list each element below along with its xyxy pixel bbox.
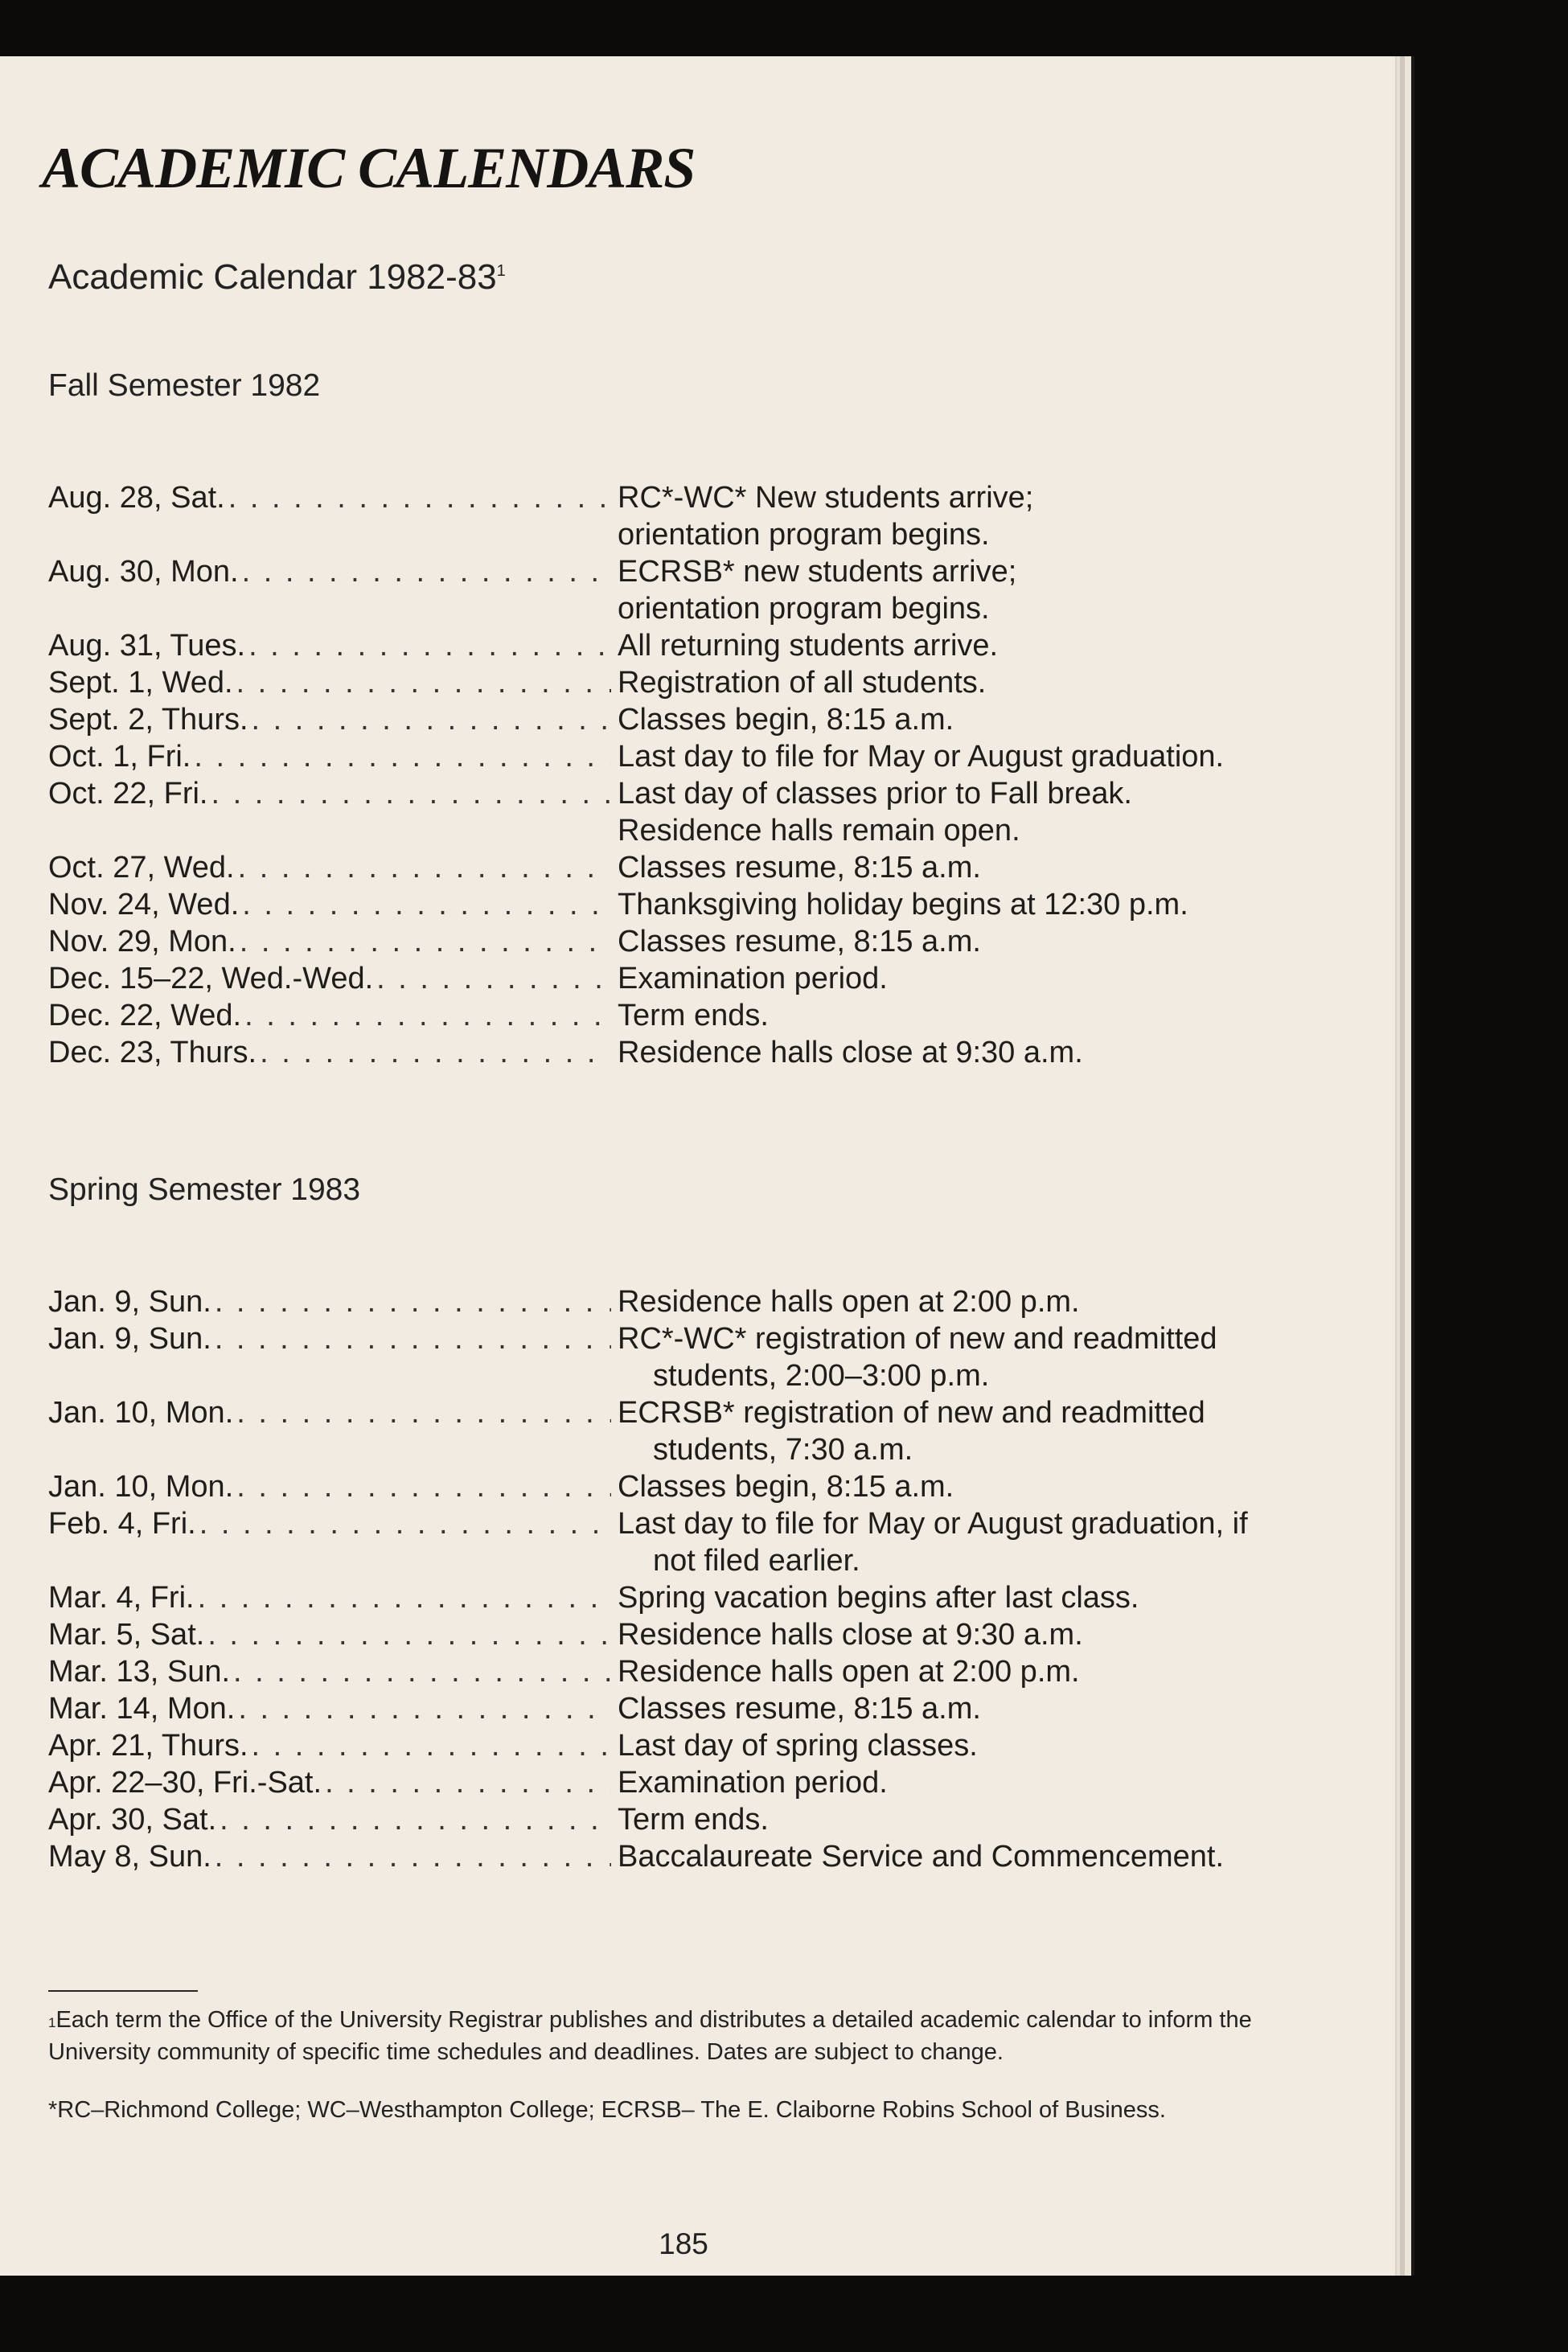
- entry-event-text: Classes begin, 8:15 a.m.: [618, 1470, 954, 1504]
- calendar-entry: [48, 997, 1224, 1034]
- footnote-1-mark: 1: [48, 2015, 56, 2030]
- entry-event-text: Examination period.: [618, 962, 888, 995]
- document-page: [0, 56, 1395, 2276]
- fall-schedule-list: [48, 479, 1224, 1071]
- dot-leader: [260, 1034, 611, 1071]
- entry-date: [48, 1579, 611, 1616]
- entry-event-text: Classes begin, 8:15 a.m.: [618, 703, 954, 737]
- entry-event-text: Spring vacation begins after last class.: [618, 1581, 1139, 1615]
- document-title: ACADEMIC CALENDARS: [42, 136, 696, 200]
- entry-event: [611, 1690, 1248, 1727]
- entry-event: [611, 1394, 1248, 1468]
- entry-date: [48, 997, 611, 1034]
- calendar-entry: [48, 664, 1224, 701]
- entry-event-text: RC*-WC* registration of new and readmitted: [618, 1322, 1217, 1356]
- entry-date-text: Mar. 4, Fri.: [48, 1581, 195, 1615]
- entry-event-continuation: orientation program begins.: [618, 592, 990, 626]
- entry-event-continuation: not filed earlier.: [653, 1544, 860, 1578]
- dot-leader: [220, 1801, 611, 1838]
- entry-event: [611, 1283, 1248, 1320]
- entry-date-text: Aug. 31, Tues.: [48, 629, 246, 663]
- calendar-entry: [48, 1468, 1248, 1505]
- calendar-title: [48, 257, 506, 298]
- dot-leader: [238, 849, 611, 886]
- entry-event-text: Residence halls open at 2:00 p.m.: [618, 1285, 1080, 1319]
- dot-leader: [215, 1838, 611, 1875]
- dot-leader: [198, 1579, 611, 1616]
- dot-leader: [236, 664, 611, 701]
- calendar-entry: [48, 1690, 1248, 1727]
- entry-event-text: Residence halls close at 9:30 a.m.: [618, 1036, 1083, 1069]
- entry-date: [48, 886, 611, 923]
- entry-date-text: Nov. 29, Mon.: [48, 925, 236, 958]
- dot-leader: [242, 553, 611, 590]
- dot-leader: [236, 1468, 611, 1505]
- entry-event-text: ECRSB* registration of new and readmitted: [618, 1396, 1205, 1430]
- dot-leader: [252, 1727, 611, 1764]
- calendar-entry: [48, 923, 1224, 960]
- entry-event-text: All returning students arrive.: [618, 629, 999, 663]
- entry-event-text: RC*-WC* New students arrive;: [618, 481, 1034, 515]
- entry-date-text: Feb. 4, Fri.: [48, 1507, 196, 1541]
- entry-date: [48, 960, 611, 997]
- entry-date: [48, 701, 611, 738]
- calendar-entry: [48, 1505, 1248, 1579]
- entry-event: [611, 738, 1224, 775]
- entry-event: [611, 664, 1224, 701]
- calendar-entry: [48, 1616, 1248, 1653]
- entry-event: [611, 1801, 1248, 1838]
- calendar-entry: [48, 775, 1224, 849]
- entry-event-continuation: orientation program begins.: [618, 518, 990, 552]
- entry-date: [48, 1616, 611, 1653]
- entry-event-text: Term ends.: [618, 999, 769, 1032]
- dot-leader: [228, 479, 611, 516]
- calendar-entry: [48, 701, 1224, 738]
- entry-event: [611, 701, 1224, 738]
- entry-event: [611, 1764, 1248, 1801]
- entry-event: [611, 1579, 1248, 1616]
- page-number: 185: [659, 2227, 708, 2260]
- dot-leader: [244, 997, 611, 1034]
- calendar-entry: [48, 960, 1224, 997]
- dot-leader: [252, 701, 611, 738]
- calendar-title-text: Academic Calendar 1982-83: [48, 257, 497, 297]
- dot-leader: [236, 1394, 611, 1431]
- spring-schedule-list: [48, 1283, 1248, 1875]
- entry-event: [611, 553, 1224, 627]
- calendar-entry: [48, 1394, 1248, 1468]
- entry-date-text: Oct. 22, Fri.: [48, 777, 208, 811]
- entry-date: [48, 1394, 611, 1431]
- entry-event: [611, 627, 1224, 664]
- entry-date: [48, 479, 611, 516]
- entry-event-text: ECRSB* new students arrive;: [618, 555, 1017, 589]
- entry-event-text: Classes resume, 8:15 a.m.: [618, 1692, 981, 1726]
- calendar-entry: [48, 1579, 1248, 1616]
- entry-date-text: Oct. 1, Fri.: [48, 740, 191, 774]
- entry-date-text: Apr. 22–30, Fri.-Sat.: [48, 1766, 322, 1800]
- calendar-entry: [48, 1838, 1248, 1875]
- entry-date-text: Jan. 9, Sun.: [48, 1322, 211, 1356]
- calendar-entry: [48, 1283, 1248, 1320]
- entry-event-text: Residence halls close at 9:30 a.m.: [618, 1618, 1083, 1652]
- dot-leader: [199, 1505, 611, 1542]
- entry-event-text: Registration of all students.: [618, 666, 987, 700]
- entry-event-text: Term ends.: [618, 1803, 769, 1837]
- footnote-1-text: Each term the Office of the University Registrar publishes and distributes a detailed academic calendar to inform the University community of specific time schedules and deadlines. Dates are subject to change.: [48, 2007, 1252, 2065]
- entry-event: [611, 849, 1224, 886]
- entry-date: [48, 627, 611, 664]
- entry-event: [611, 1616, 1248, 1653]
- entry-event: [611, 886, 1224, 923]
- calendar-entry: [48, 479, 1224, 553]
- entry-date: [48, 1764, 611, 1801]
- entry-date: [48, 1838, 611, 1875]
- entry-event: [611, 923, 1224, 960]
- entry-event: [611, 775, 1224, 849]
- entry-date: [48, 1505, 611, 1542]
- entry-date-text: Sept. 2, Thurs.: [48, 703, 248, 737]
- calendar-entry: [48, 553, 1224, 627]
- entry-event-text: Classes resume, 8:15 a.m.: [618, 851, 981, 885]
- entry-date: [48, 553, 611, 590]
- entry-date-text: Dec. 23, Thurs.: [48, 1036, 257, 1069]
- entry-date-text: Mar. 14, Mon.: [48, 1692, 236, 1726]
- entry-date-text: May 8, Sun.: [48, 1840, 211, 1874]
- dot-leader: [233, 1653, 611, 1690]
- entry-date: [48, 1034, 611, 1071]
- entry-date-text: Aug. 30, Mon.: [48, 555, 239, 589]
- entry-event-text: Classes resume, 8:15 a.m.: [618, 925, 981, 958]
- calendar-entry: [48, 1653, 1248, 1690]
- entry-date-text: Dec. 22, Wed.: [48, 999, 242, 1032]
- entry-date: [48, 738, 611, 775]
- calendar-entry: [48, 1801, 1248, 1838]
- entry-date: [48, 1801, 611, 1838]
- entry-date: [48, 923, 611, 960]
- dot-leader: [238, 1690, 611, 1727]
- entry-event-text: Last day to file for May or August graduation, if: [618, 1507, 1248, 1541]
- entry-date-text: Sept. 1, Wed.: [48, 666, 233, 700]
- entry-date: [48, 1320, 611, 1357]
- entry-event-continuation: students, 7:30 a.m.: [653, 1433, 913, 1467]
- entry-event: [611, 1838, 1248, 1875]
- entry-date-text: Mar. 13, Sun.: [48, 1655, 231, 1689]
- calendar-entry: [48, 849, 1224, 886]
- calendar-entry: [48, 886, 1224, 923]
- footnote-1: [48, 2004, 1303, 2068]
- entry-date-text: Jan. 10, Mon.: [48, 1470, 234, 1504]
- calendar-entry: [48, 1727, 1248, 1764]
- entry-event-text: Examination period.: [618, 1766, 888, 1800]
- entry-event: [611, 1034, 1224, 1071]
- entry-event: [611, 1505, 1248, 1579]
- entry-event-text: Baccalaureate Service and Commencement.: [618, 1840, 1225, 1874]
- entry-date-text: Apr. 30, Sat.: [48, 1803, 217, 1837]
- entry-event: [611, 960, 1224, 997]
- dot-leader: [207, 1616, 611, 1653]
- entry-date: [48, 1468, 611, 1505]
- entry-date: [48, 849, 611, 886]
- spring-semester-title: Spring Semester 1983: [48, 1172, 361, 1207]
- entry-date-text: Jan. 9, Sun.: [48, 1285, 211, 1319]
- dot-leader: [215, 1320, 611, 1357]
- entry-date-text: Jan. 10, Mon.: [48, 1396, 234, 1430]
- dot-leader: [194, 738, 611, 775]
- calendar-entry: [48, 1320, 1248, 1394]
- entry-date-text: Mar. 5, Sat.: [48, 1618, 205, 1652]
- entry-date: [48, 1653, 611, 1690]
- entry-event-text: Last day of classes prior to Fall break.: [618, 777, 1132, 811]
- fall-semester-title: Fall Semester 1982: [48, 368, 321, 403]
- entry-event-text: Residence halls open at 2:00 p.m.: [618, 1655, 1080, 1689]
- entry-date: [48, 664, 611, 701]
- entry-date: [48, 1690, 611, 1727]
- dot-leader: [376, 960, 611, 997]
- calendar-entry: [48, 1764, 1248, 1801]
- entry-event-continuation: students, 2:00–3:00 p.m.: [653, 1359, 990, 1393]
- entry-event-text: Last day to file for May or August graduation.: [618, 740, 1225, 774]
- entry-date: [48, 775, 611, 812]
- entry-event: [611, 1727, 1248, 1764]
- entry-event: [611, 1653, 1248, 1690]
- dot-leader: [325, 1764, 611, 1801]
- calendar-entry: [48, 627, 1224, 664]
- entry-event: [611, 479, 1224, 553]
- dot-leader: [215, 1283, 611, 1320]
- entry-event-text: Thanksgiving holiday begins at 12:30 p.m.: [618, 888, 1188, 922]
- entry-event: [611, 1320, 1248, 1394]
- footnote-divider: [48, 1990, 198, 1992]
- entry-date-text: Dec. 15–22, Wed.-Wed.: [48, 962, 374, 995]
- entry-date-text: Oct. 27, Wed.: [48, 851, 235, 885]
- footnote-abbreviations: *RC–Richmond College; WC–Westhampton College; ECRSB– The E. Claiborne Robins School of Business.: [48, 2097, 1166, 2123]
- entry-event-text: Last day of spring classes.: [618, 1729, 978, 1763]
- dot-leader: [240, 923, 611, 960]
- entry-date: [48, 1727, 611, 1764]
- entry-date-text: Aug. 28, Sat.: [48, 481, 225, 515]
- dot-leader: [242, 886, 611, 923]
- dot-leader: [211, 775, 611, 812]
- dot-leader: [248, 627, 611, 664]
- calendar-entry: [48, 738, 1224, 775]
- entry-date: [48, 1283, 611, 1320]
- entry-event: [611, 1468, 1248, 1505]
- footnote-mark: 1: [496, 262, 506, 280]
- entry-date-text: Nov. 24, Wed.: [48, 888, 240, 922]
- entry-event-continuation: Residence halls remain open.: [618, 814, 1020, 848]
- entry-event: [611, 997, 1224, 1034]
- entry-date-text: Apr. 21, Thurs.: [48, 1729, 248, 1763]
- calendar-entry: [48, 1034, 1224, 1071]
